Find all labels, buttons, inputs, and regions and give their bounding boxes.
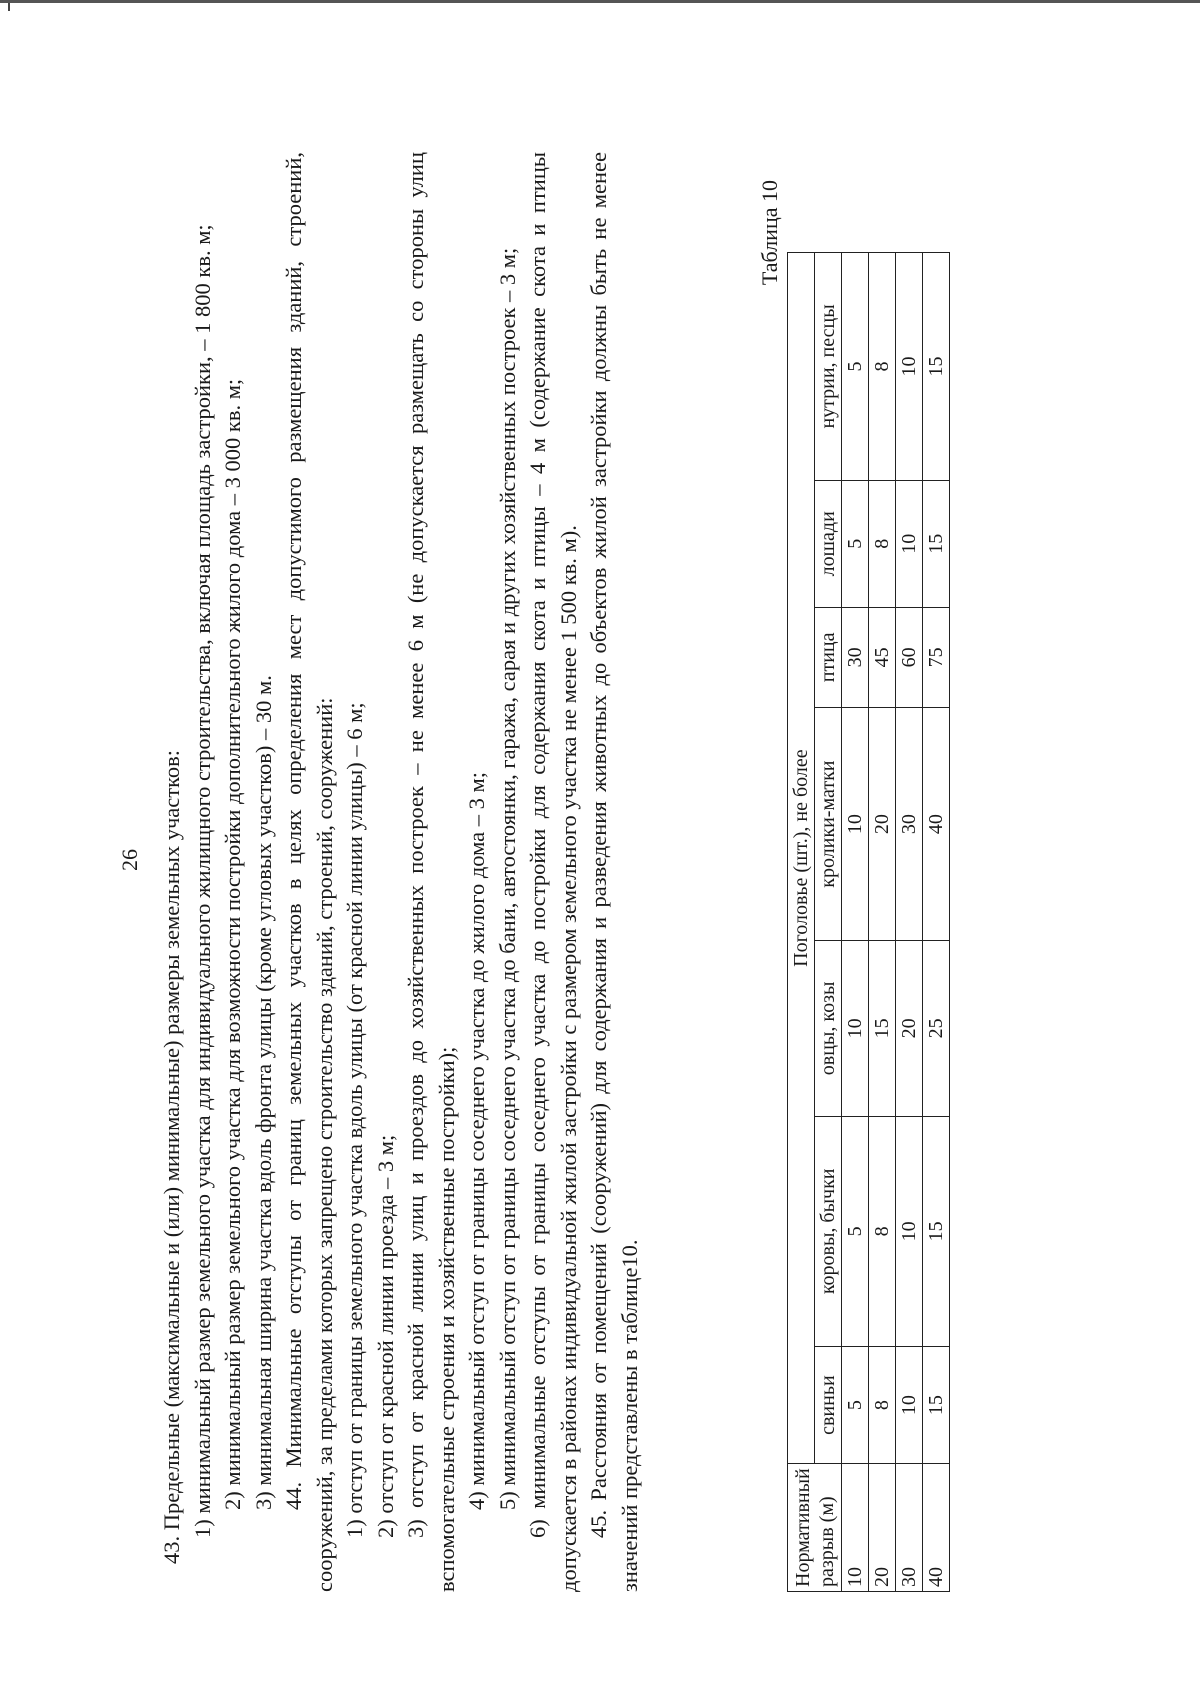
table-cell: 30 bbox=[842, 607, 869, 707]
table-header-row-group bbox=[788, 253, 815, 1592]
table-cell: 75 bbox=[923, 607, 950, 707]
table-cell: 10 bbox=[896, 480, 923, 607]
table-column-header: коровы, бычки bbox=[815, 1116, 842, 1346]
table-header-row-columns bbox=[815, 253, 842, 1592]
table-header-distance: Нормативный разрыв (м) bbox=[788, 1464, 842, 1592]
rotated-document-page bbox=[115, 100, 1055, 1620]
table-cell: 8 bbox=[869, 253, 896, 481]
paragraph: 3) минимальная ширина участка вдоль фронта улицы (кроме угловых участков) – 30 м. bbox=[250, 675, 276, 1510]
table-column-header: нутрии, песцы bbox=[815, 253, 842, 481]
table-cell: 15 bbox=[923, 253, 950, 481]
table-cell: 25 bbox=[923, 941, 950, 1117]
table-cell: 15 bbox=[923, 1116, 950, 1346]
table-body bbox=[842, 253, 950, 1592]
table-cell: 15 bbox=[923, 480, 950, 607]
table-row bbox=[896, 253, 923, 1592]
livestock-distance-table bbox=[787, 252, 950, 1592]
page-number: 26 bbox=[117, 849, 142, 871]
table-cell: 20 bbox=[869, 708, 896, 941]
table-cell: 8 bbox=[869, 1347, 896, 1464]
table-cell: 10 bbox=[842, 941, 869, 1117]
paragraph: 45. Расстояния от помещений (сооружений) для содержания и разведения животных до объектов жилой застройки должны быть не менее значений представлены в таблице10. bbox=[586, 152, 642, 1592]
paragraph: 44. Минимальные отступы от границ земельных участков в целях определения мест допустимого размещения зданий, строений, сооружений, за пределами которых запрещено строительство зданий, строений, сооружений: bbox=[281, 152, 337, 1592]
table-cell: 10 bbox=[896, 253, 923, 481]
table-column-header: свиньи bbox=[815, 1347, 842, 1464]
paragraph: 4) минимальный отступ от границы соседнего участка до жилого дома – 3 м; bbox=[464, 771, 489, 1510]
table-cell: 20 bbox=[896, 941, 923, 1117]
table-cell: 15 bbox=[923, 1347, 950, 1464]
table-column-header: лошади bbox=[815, 480, 842, 607]
paragraph: 1) минимальный размер земельного участка для индивидуального жилищного строительства, включая площадь застройки, – 1 800 кв. м; bbox=[189, 224, 215, 1538]
paragraph: 2) минимальный размер земельного участка для возможности постройки дополнительного жилого дома – 3 000 кв. м; bbox=[220, 378, 245, 1510]
table-row bbox=[869, 253, 896, 1592]
table-cell: 10 bbox=[842, 708, 869, 941]
table-cell: 15 bbox=[869, 941, 896, 1117]
table-header-group: Поголовье (шт.), не более bbox=[788, 253, 815, 1464]
table-cell-distance: 40 bbox=[923, 1464, 950, 1592]
table-cell: 40 bbox=[923, 708, 950, 941]
scan-edge-tick bbox=[8, 3, 10, 11]
table-column-header: овцы, козы bbox=[815, 941, 842, 1117]
table-caption: Таблица 10 bbox=[757, 180, 782, 286]
table-cell: 5 bbox=[842, 1116, 869, 1346]
table-row bbox=[923, 253, 950, 1592]
paragraph: 43. Предельные (максимальные и (или) минимальные) размеры земельных участков: bbox=[159, 749, 184, 1564]
table-cell: 5 bbox=[842, 480, 869, 607]
paragraph: 1) отступ от границы земельного участка вдоль улицы (от красной линии улицы) – 6 м; bbox=[342, 702, 367, 1538]
table-row bbox=[842, 253, 869, 1592]
paragraph: 6) минимальные отступы от границы соседнего участка до постройки для содержания скота и птицы – 4 м (содержание скота и птицы допускается в районах индивидуальной жилой застройки с размером земельного участка не менее 1 500 кв. м). bbox=[525, 152, 581, 1592]
paragraph: 2) отступ от красной линии проезда – 3 м; bbox=[372, 1134, 398, 1538]
table-cell: 5 bbox=[842, 253, 869, 481]
table-cell-distance: 20 bbox=[869, 1464, 896, 1592]
table-cell: 5 bbox=[842, 1347, 869, 1464]
table-cell: 30 bbox=[896, 708, 923, 941]
table-cell: 60 bbox=[896, 607, 923, 707]
table-cell-distance: 10 bbox=[842, 1464, 869, 1592]
scan-edge-line bbox=[0, 0, 1200, 3]
paragraph: 5) минимальный отступ от границы соседнего участка до бани, автостоянки, гаража, сарая и других хозяйственных построек – 3 м; bbox=[494, 247, 520, 1510]
table-column-header: кролики-матки bbox=[815, 708, 842, 941]
table-cell: 10 bbox=[896, 1116, 923, 1346]
table-cell: 45 bbox=[869, 607, 896, 707]
paragraph: 3) отступ от красной линии улиц и проездов до хозяйственных построек – не менее 6 м (не допускается размещать со стороны улиц вспомогательные строения и хозяйственные постройки); bbox=[403, 152, 459, 1592]
document-body bbox=[157, 152, 645, 1592]
table-cell: 10 bbox=[896, 1347, 923, 1464]
table-cell: 8 bbox=[869, 1116, 896, 1346]
table-column-header: птица bbox=[815, 607, 842, 707]
table-cell-distance: 30 bbox=[896, 1464, 923, 1592]
table-cell: 8 bbox=[869, 480, 896, 607]
